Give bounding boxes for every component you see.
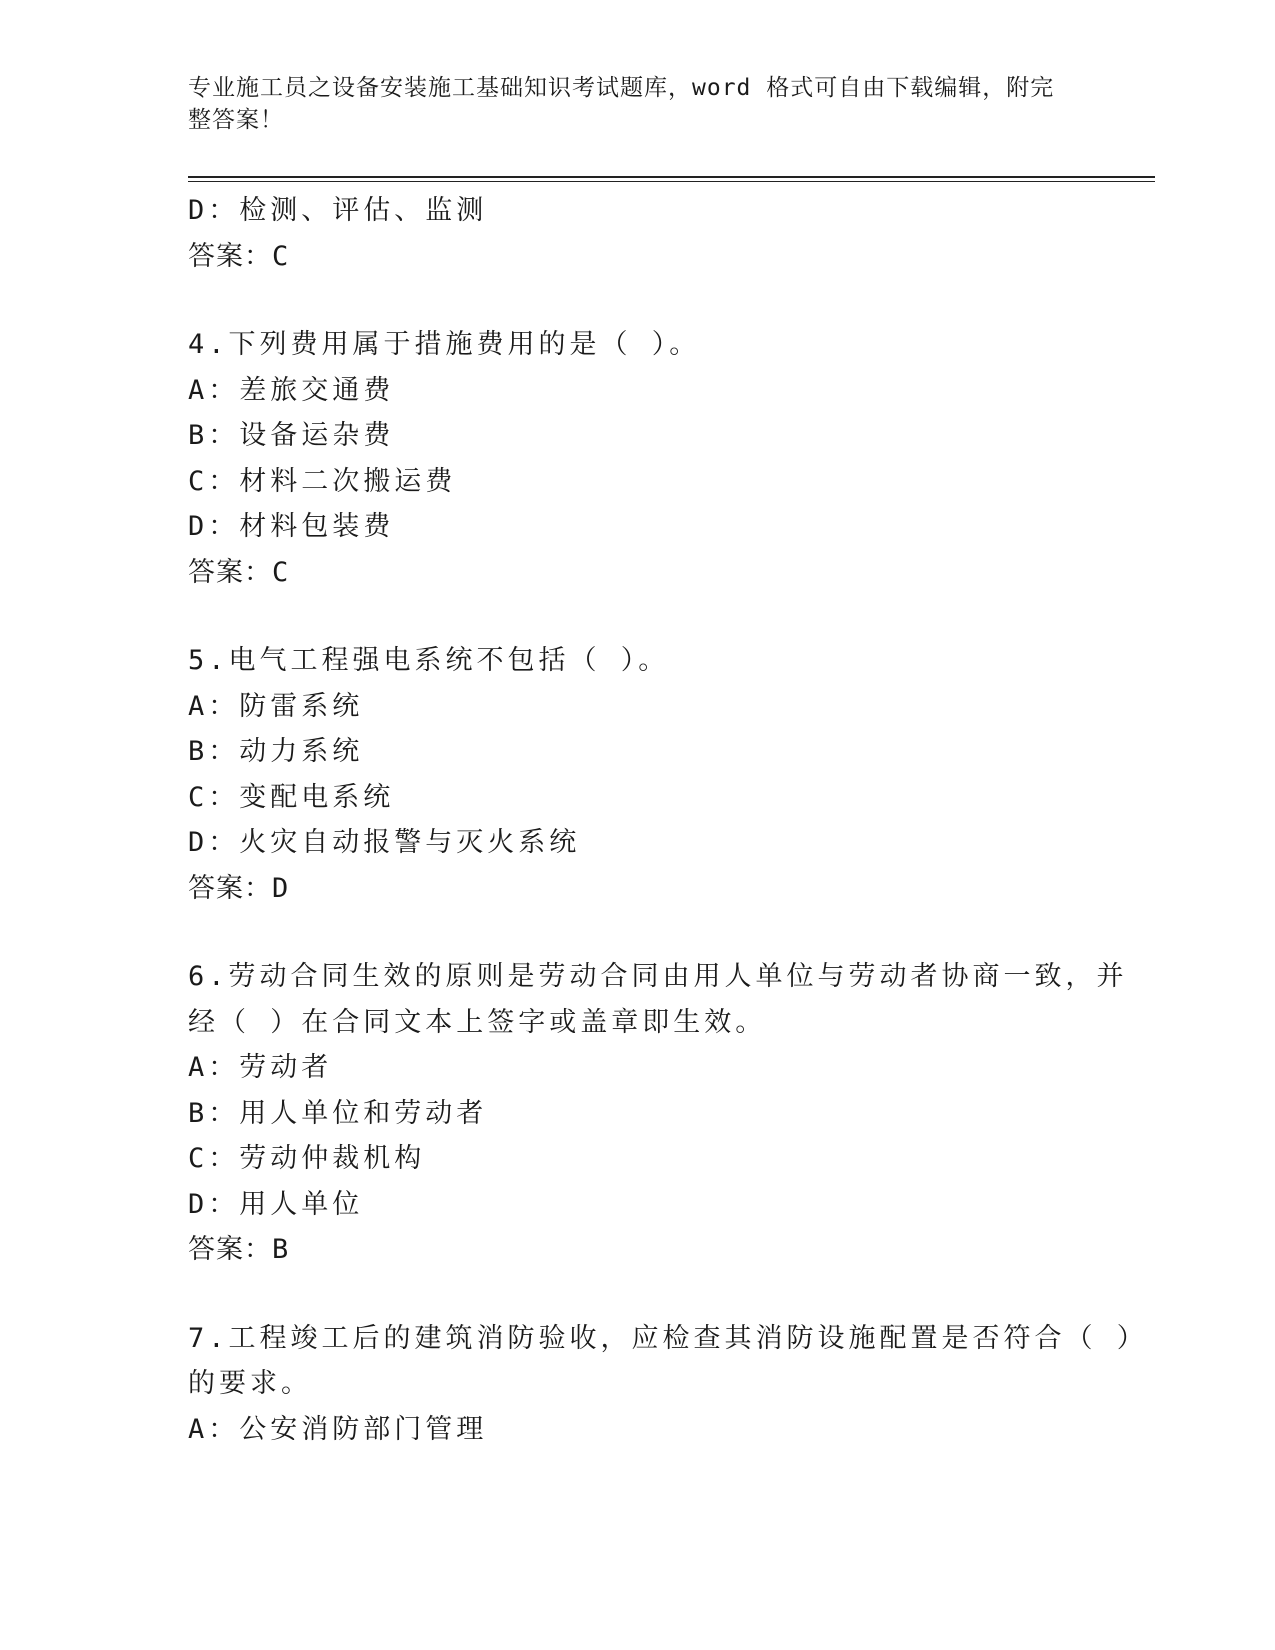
question-list [188,188,1148,1452]
option-d: D：材料包装费 [188,511,395,542]
option-a: A：劳动者 [188,1052,333,1083]
option-c: C：材料二次搬运费 [188,465,457,497]
question-stem: 5.电气工程强电系统不包括（ ）。 [188,645,670,676]
option-d: D：用人单位 [188,1188,364,1220]
question-stem-line-1: 7.工程竣工后的建筑消防验收，应检查其消防设施配置是否符合（ ） [188,1322,1148,1354]
question-gap [188,279,1088,322]
answer-line [188,1227,1088,1273]
option-c: C：劳动仲裁机构 [188,1143,426,1174]
option-d: D：检测、评估、监测 [188,195,488,226]
question-stem: 4.下列费用属于措施费用的是（ ）。 [188,329,701,360]
question-gap [188,1273,1088,1316]
answer-label: 答案： [188,556,272,588]
header-divider-bottom [188,181,1155,182]
answer-line [188,550,1088,596]
question-5 [188,638,1088,911]
question-stem-line-2: 的要求。 [188,1368,312,1399]
answer-value: D [272,872,290,904]
header-line-1: 专业施工员之设备安装施工基础知识考试题库，word 格式可自由下载编辑，附完 [188,75,1055,101]
header-line-2: 整答案！ [188,107,284,133]
option-a: A：防雷系统 [188,690,364,722]
answer-value: C [272,240,290,272]
option-a: A：公安消防部门管理 [188,1413,488,1445]
header-divider-top [188,176,1155,178]
question-stem-line-2: 经（ ）在合同文本上签字或盖章即生效。 [188,1006,767,1038]
answer-value: B [272,1234,290,1265]
question-4 [188,322,1088,595]
option-c: C：变配电系统 [188,781,395,813]
question-gap [188,911,1088,954]
question-6 [188,954,1128,1273]
option-b: B：动力系统 [188,736,364,767]
answer-label: 答案： [188,872,272,904]
answer-line [188,866,1088,912]
answer-label: 答案： [188,240,272,272]
option-d: D：火灾自动报警与灭火系统 [188,827,581,858]
document-header [188,72,1068,136]
answer-value: C [272,556,290,588]
question-gap [188,595,1088,638]
option-b: B：设备运杂费 [188,420,395,451]
question-7 [188,1316,1148,1453]
option-a: A：差旅交通费 [188,374,395,406]
question-stem-line-1: 6.劳动合同生效的原则是劳动合同由用人单位与劳动者协商一致，并 [188,961,1128,992]
answer-line [188,234,1088,280]
option-b: B：用人单位和劳动者 [188,1097,488,1129]
answer-label: 答案： [188,1234,272,1265]
